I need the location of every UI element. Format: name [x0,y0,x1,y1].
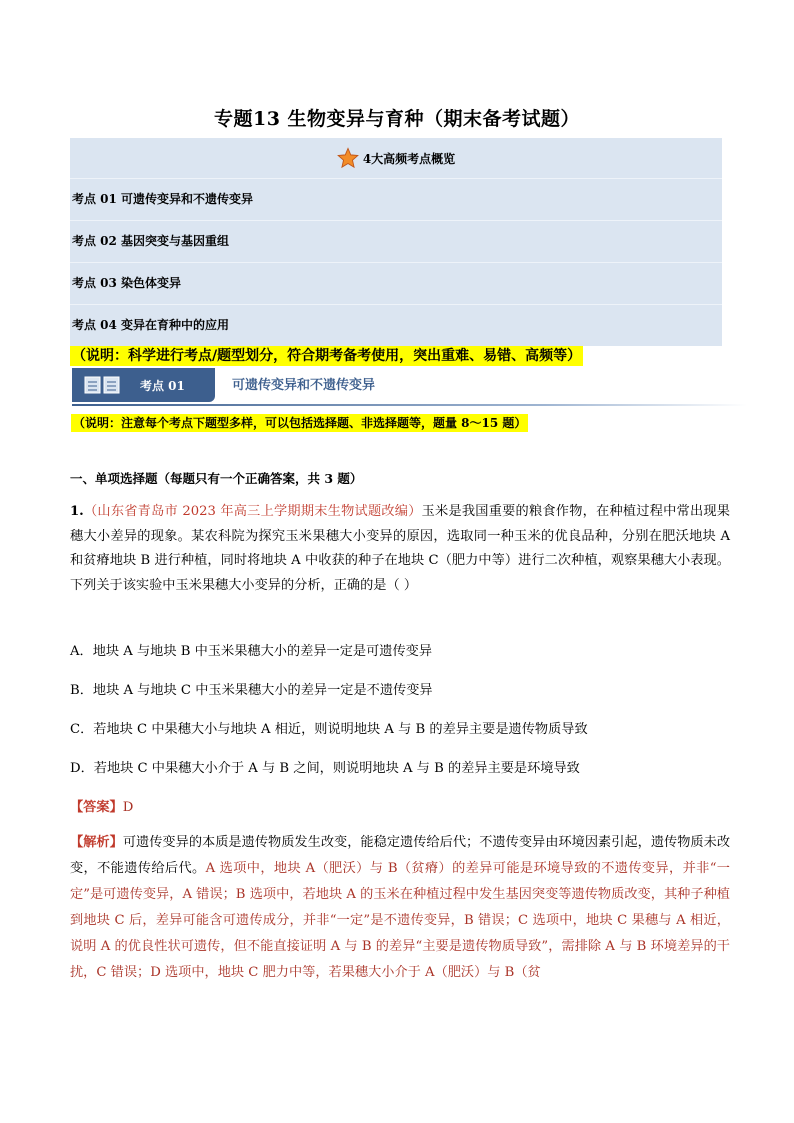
overview-header-label: 4大高频考点概览 [362,151,456,166]
document-title: 专题13 生物变异与育种（期末备考试题） [213,108,581,130]
analysis-label: 【解析】 [70,835,123,850]
overview-item-2: 考点 02 基因突变与基因重组 [70,221,722,263]
option-a: A．地块 A 与地块 B 中玉米果穗大小的差异一定是可遗传变异 [70,644,433,659]
question-text: 玉米是我国重要的粮食作物，在种植过程中常出现果穗大小差异的现象。某农科院为探究玉米果穗大小变异的原因，选取同一种玉米的优良品种，分别在肥沃地块 A 和贫瘠地块 B 进行种植，同时将地块 A 中收获的种子在地块 C（肥力中等）进行二次种植，观察果穗大小表现。下列关于该实验中玉米果穗大小变异的分析，正确的是（ ） [70,504,730,593]
section-divider [72,404,747,406]
question-number: 1. [70,504,84,519]
answer-line [70,796,133,815]
analysis-text: 可遗传变异的本质是遗传物质发生改变，能稳定遗传给后代；不遗传变异由环境因素引起，遗传物质未改变，不能遗传给后代。 [70,835,731,876]
analysis-options-text: A 选项中，地块 A（肥沃）与 B（贫瘠）的差异可能是环境导致的不遗传变异，并非“一定”是可遗传变异，A 错误；B 选项中，若地块 A 的玉米在种植过程中发生基因突变等遗传物质改变，其种子种植到地块 C 后，差异可能含可遗传成分，并非“一定”是不遗传变异，B 错误；C 选项中，地块 C 果穗与 A 相近，说明 A 的优良性状可遗传，但不能直接证明 A 与 B 的差异“主要是遗传物质导致”，需排除 A 与 B 环境差异的干扰，C 错误；D 选项中，地块 C 肥力中等，若果穗大小介于 A（肥沃）与 B（贫 [70,861,730,980]
overview-item-3: 考点 03 染色体变异 [70,263,722,305]
section-title: 可遗传变异和不遗传变异 [232,378,376,393]
part-heading: 一、单项选择题（每题只有一个正确答案，共 3 题） [70,471,363,486]
answer-value: D [122,800,134,815]
question-source: （山东省青岛市 2023 年高三上学期期末生物试题改编） [83,504,422,519]
overview-header [70,138,722,179]
section-tab [72,368,215,402]
overview-item-1: 考点 01 可遗传变异和不遗传变异 [70,179,722,221]
overview-table [70,138,722,346]
option-b: B．地块 A 与地块 C 中玉米果穗大小的差异一定是不遗传变异 [70,683,433,698]
analysis-block [70,830,730,986]
note-highlight-1: （说明：科学进行考点/题型划分，符合期考备考使用，突出重难、易错、高频等） [72,348,582,364]
note-highlight-2: （说明：注意每个考点下题型多样，可以包括选择题、非选择题等，题量 8～15 题） [73,416,527,430]
overview-item-4: 考点 04 变异在育种中的应用 [72,318,230,332]
star-icon [337,147,359,169]
book-icon [84,375,120,395]
section-tab-label: 考点 01 [140,378,185,393]
question-stem [70,500,730,598]
option-d: D．若地块 C 中果穗大小介于 A 与 B 之间，则说明地块 A 与 B 的差异主要是环境导致 [70,761,580,776]
option-c: C．若地块 C 中果穗大小与地块 A 相近，则说明地块 A 与 B 的差异主要是遗传物质导致 [70,722,588,737]
answer-label: 【答案】 [70,800,123,815]
